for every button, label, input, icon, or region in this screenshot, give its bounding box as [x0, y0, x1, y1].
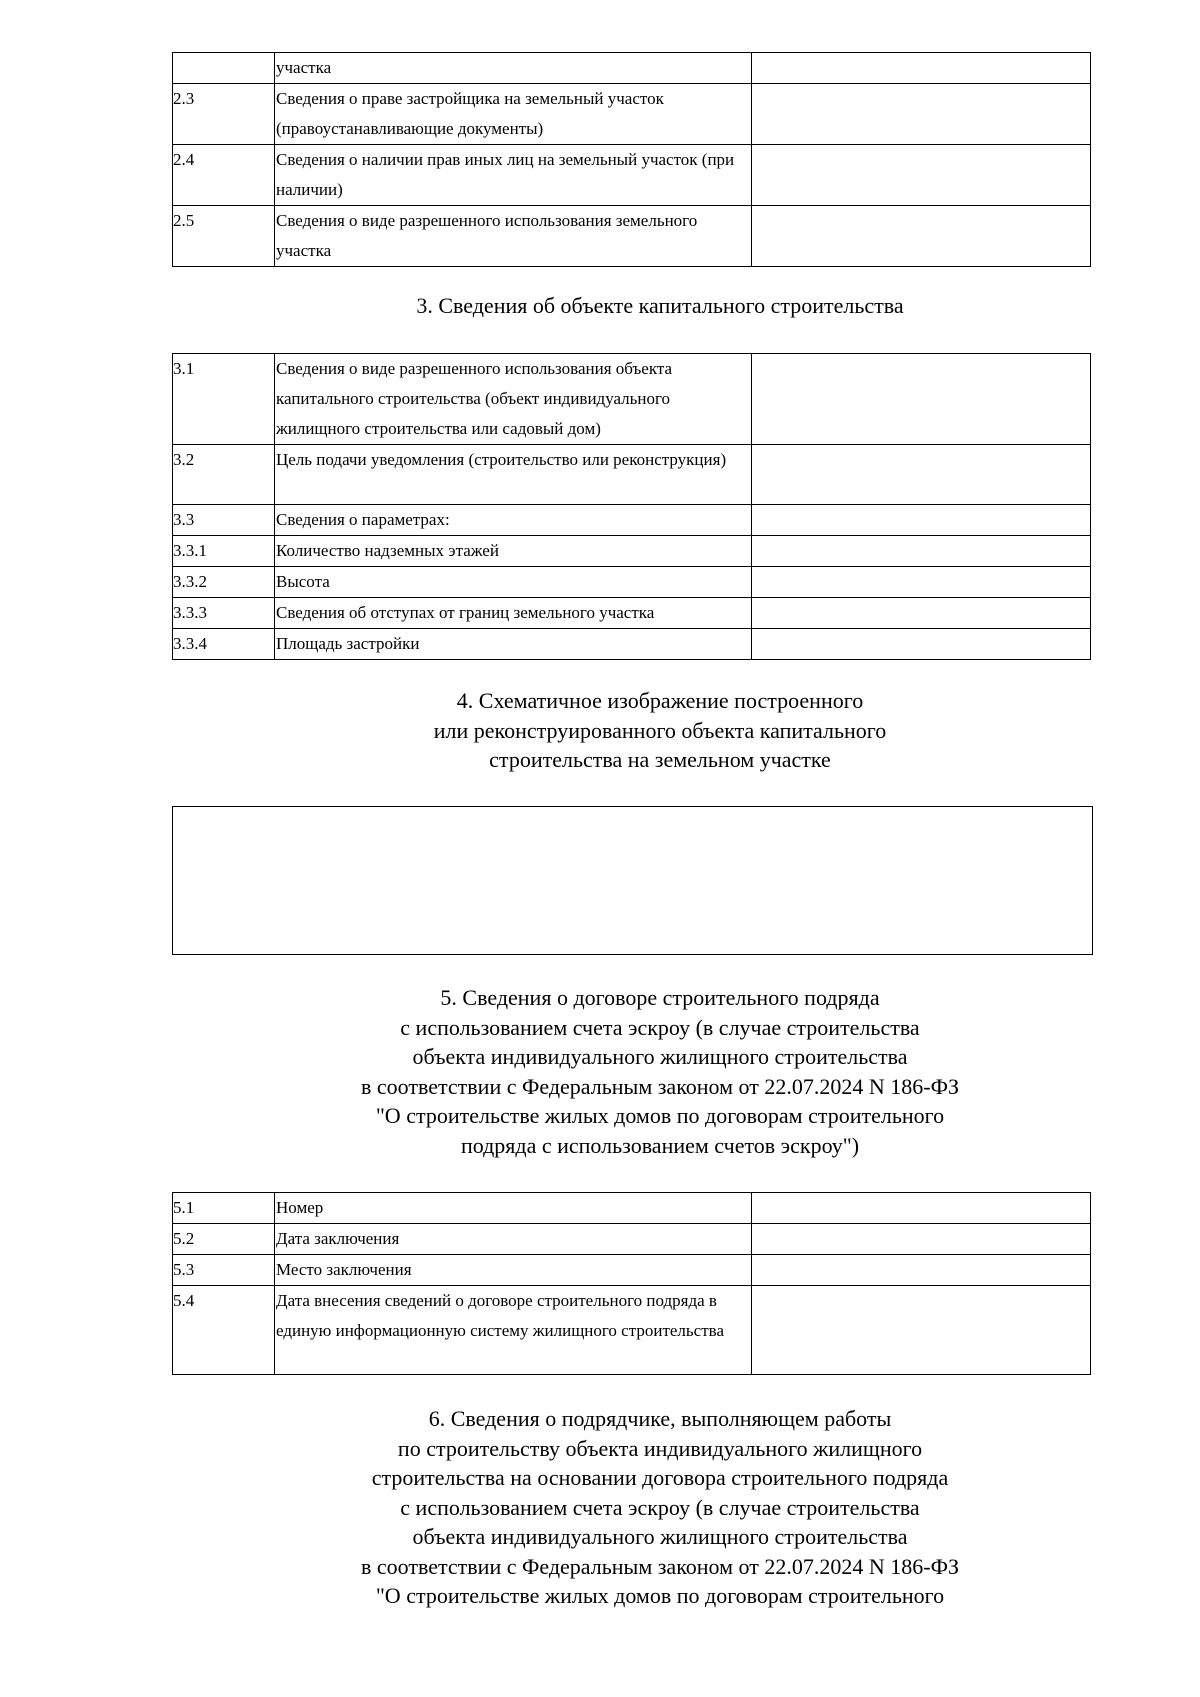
table-row — [173, 1224, 1091, 1255]
escrow-contract-table — [172, 1192, 1091, 1375]
row-label: Сведения о параметрах: — [275, 505, 752, 536]
table-row — [173, 1193, 1091, 1224]
table-row — [173, 536, 1091, 567]
table-row — [173, 505, 1091, 536]
table-row — [173, 206, 1091, 267]
schematic-drawing-area[interactable] — [172, 806, 1093, 955]
row-label: Номер — [275, 1193, 752, 1224]
row-label: Количество надземных этажей — [275, 536, 752, 567]
table-row — [173, 145, 1091, 206]
row-value-cell[interactable] — [752, 1224, 1091, 1255]
row-number: 5.2 — [173, 1224, 275, 1255]
row-value-cell[interactable] — [752, 629, 1091, 660]
row-label: Сведения о виде разрешенного использования объекта капитального строительства (объект индивидуального жилищного строительства или садовый дом) — [275, 354, 752, 445]
row-number: 5.3 — [173, 1255, 275, 1286]
row-value-cell[interactable] — [752, 1286, 1091, 1375]
row-value-cell[interactable] — [752, 84, 1091, 145]
row-label: Дата внесения сведений о договоре строительного подряда в единую информационную систему жилищного строительства — [275, 1286, 752, 1375]
row-number: 5.4 — [173, 1286, 275, 1375]
row-label: Сведения о праве застройщика на земельный участок (правоустанавливающие документы) — [275, 84, 752, 145]
row-number: 3.2 — [173, 445, 275, 505]
row-number: 2.5 — [173, 206, 275, 267]
row-value-cell[interactable] — [752, 53, 1091, 84]
row-value-cell[interactable] — [752, 145, 1091, 206]
row-value-cell[interactable] — [752, 1193, 1091, 1224]
row-number: 3.3.4 — [173, 629, 275, 660]
row-number: 2.3 — [173, 84, 275, 145]
row-value-cell[interactable] — [752, 567, 1091, 598]
table-row — [173, 1255, 1091, 1286]
row-number — [173, 53, 275, 84]
row-label: Высота — [275, 567, 752, 598]
row-label: Сведения о наличии прав иных лиц на земельный участок (при наличии) — [275, 145, 752, 206]
section-6-title: 6. Сведения о подрядчике, выполняющем работы по строительству объекта индивидуального жилищного строительства на основании договора строительного подряда с использованием счета эскроу (в случае строительства объекта индивидуального жилищного строительства в соответствии с Федеральным законом от 22.07.2024 N 186-ФЗ "О строительстве жилых домов по договорам строительного — [361, 1406, 959, 1608]
row-number: 3.3.1 — [173, 536, 275, 567]
table-row — [173, 598, 1091, 629]
row-label: Сведения об отступах от границ земельного участка — [275, 598, 752, 629]
row-value-cell[interactable] — [752, 206, 1091, 267]
row-value-cell[interactable] — [752, 505, 1091, 536]
row-number: 3.3.2 — [173, 567, 275, 598]
section-4-title: 4. Схематичное изображение построенного или реконструированного объекта капитального строительства на земельном участке — [433, 688, 887, 772]
table-row — [173, 567, 1091, 598]
row-number: 3.1 — [173, 354, 275, 445]
row-value-cell[interactable] — [752, 1255, 1091, 1286]
capital-object-table — [172, 353, 1091, 660]
row-label: Площадь застройки — [275, 629, 752, 660]
row-label: Место заключения — [275, 1255, 752, 1286]
table-row — [173, 445, 1091, 505]
row-value-cell[interactable] — [752, 598, 1091, 629]
row-label: Цель подачи уведомления (строительство или реконструкция) — [275, 445, 752, 505]
row-number: 3.3.3 — [173, 598, 275, 629]
row-number: 2.4 — [173, 145, 275, 206]
section-3-title: 3. Сведения об объекте капитального строительства — [416, 293, 904, 318]
section-5-title: 5. Сведения о договоре строительного подряда с использованием счета эскроу (в случае строительства объекта индивидуального жилищного строительства в соответствии с Федеральным законом от 22.07.2024 N 186-ФЗ "О строительстве жилых домов по договорам строительного подряда с использованием счетов эскроу") — [361, 985, 959, 1158]
row-label: Сведения о виде разрешенного использования земельного участка — [275, 206, 752, 267]
table-row — [173, 84, 1091, 145]
row-value-cell[interactable] — [752, 354, 1091, 445]
table-row — [173, 53, 1091, 84]
row-value-cell[interactable] — [752, 536, 1091, 567]
table-row — [173, 629, 1091, 660]
row-value-cell[interactable] — [752, 445, 1091, 505]
row-number: 5.1 — [173, 1193, 275, 1224]
row-number: 3.3 — [173, 505, 275, 536]
row-label: участка — [275, 53, 752, 84]
land-plot-table — [172, 52, 1091, 267]
table-row — [173, 354, 1091, 445]
table-row — [173, 1286, 1091, 1375]
row-label: Дата заключения — [275, 1224, 752, 1255]
